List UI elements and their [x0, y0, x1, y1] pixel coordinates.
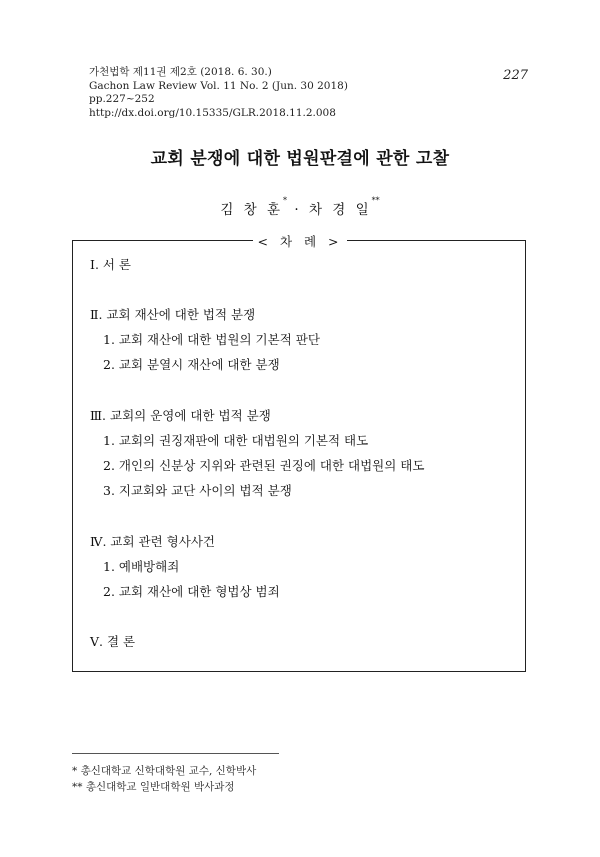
journal-header	[89, 66, 348, 120]
footnote-divider	[72, 753, 279, 754]
author-separator: ·	[294, 202, 302, 218]
toc-section-heading[interactable]: Ⅲ. 교회의 운영에 대한 법적 분쟁	[90, 408, 271, 423]
chevron-right-icon: >	[328, 234, 343, 249]
toc-section-heading[interactable]: Ⅱ. 교회 재산에 대한 법적 분쟁	[90, 307, 256, 322]
toc-subsection-item[interactable]: 3. 지교회와 교단 사이의 법적 분쟁	[103, 483, 292, 498]
author-line	[0, 198, 600, 218]
toc-label	[0, 232, 600, 250]
toc-section-heading[interactable]: Ⅰ. 서 론	[90, 257, 132, 272]
toc-section-heading[interactable]: Ⅳ. 교회 관련 형사사건	[90, 534, 215, 549]
author-footnote-mark[interactable]: *	[283, 196, 288, 205]
page-number: 227	[503, 68, 528, 83]
footnote: ** 총신대학교 일반대학원 박사과정	[72, 781, 235, 793]
author-name: 차 경 일	[308, 202, 372, 218]
chevron-left-icon: <	[257, 234, 272, 249]
footnote: * 총신대학교 신학대학원 교수, 신학박사	[72, 765, 257, 777]
journal-citation-korean: 가천법학 제11권 제2호 (2018. 6. 30.)	[89, 66, 272, 78]
toc-subsection-item[interactable]: 1. 교회의 권징재판에 대한 대법원의 기본적 태도	[103, 433, 369, 448]
toc-subsection-item[interactable]: 2. 개인의 신분상 지위와 관련된 권징에 대한 대법원의 태도	[103, 458, 425, 473]
journal-citation-english: Gachon Law Review Vol. 11 No. 2 (Jun. 30 2018)	[89, 79, 348, 92]
toc-subsection-item[interactable]: 1. 교회 재산에 대한 법원의 기본적 판단	[103, 332, 320, 347]
toc-subsection-item[interactable]: 2. 교회 재산에 대한 형법상 범죄	[103, 584, 280, 599]
toc-label-text: 차 례	[279, 234, 321, 249]
page-range: pp.227~252	[89, 93, 155, 106]
toc-subsection-item[interactable]: 2. 교회 분열시 재산에 대한 분쟁	[103, 357, 280, 372]
author-name: 김 창 훈	[220, 202, 284, 218]
toc-section-heading[interactable]: Ⅴ. 결 론	[90, 634, 136, 649]
author-footnote-mark[interactable]: **	[371, 196, 380, 205]
doi-link[interactable]: http://dx.doi.org/10.15335/GLR.2018.11.2.008	[89, 106, 336, 119]
paper-title: 교회 분쟁에 대한 법원판결에 관한 고찰	[150, 149, 450, 169]
toc-subsection-item[interactable]: 1. 예배방해죄	[103, 559, 180, 574]
